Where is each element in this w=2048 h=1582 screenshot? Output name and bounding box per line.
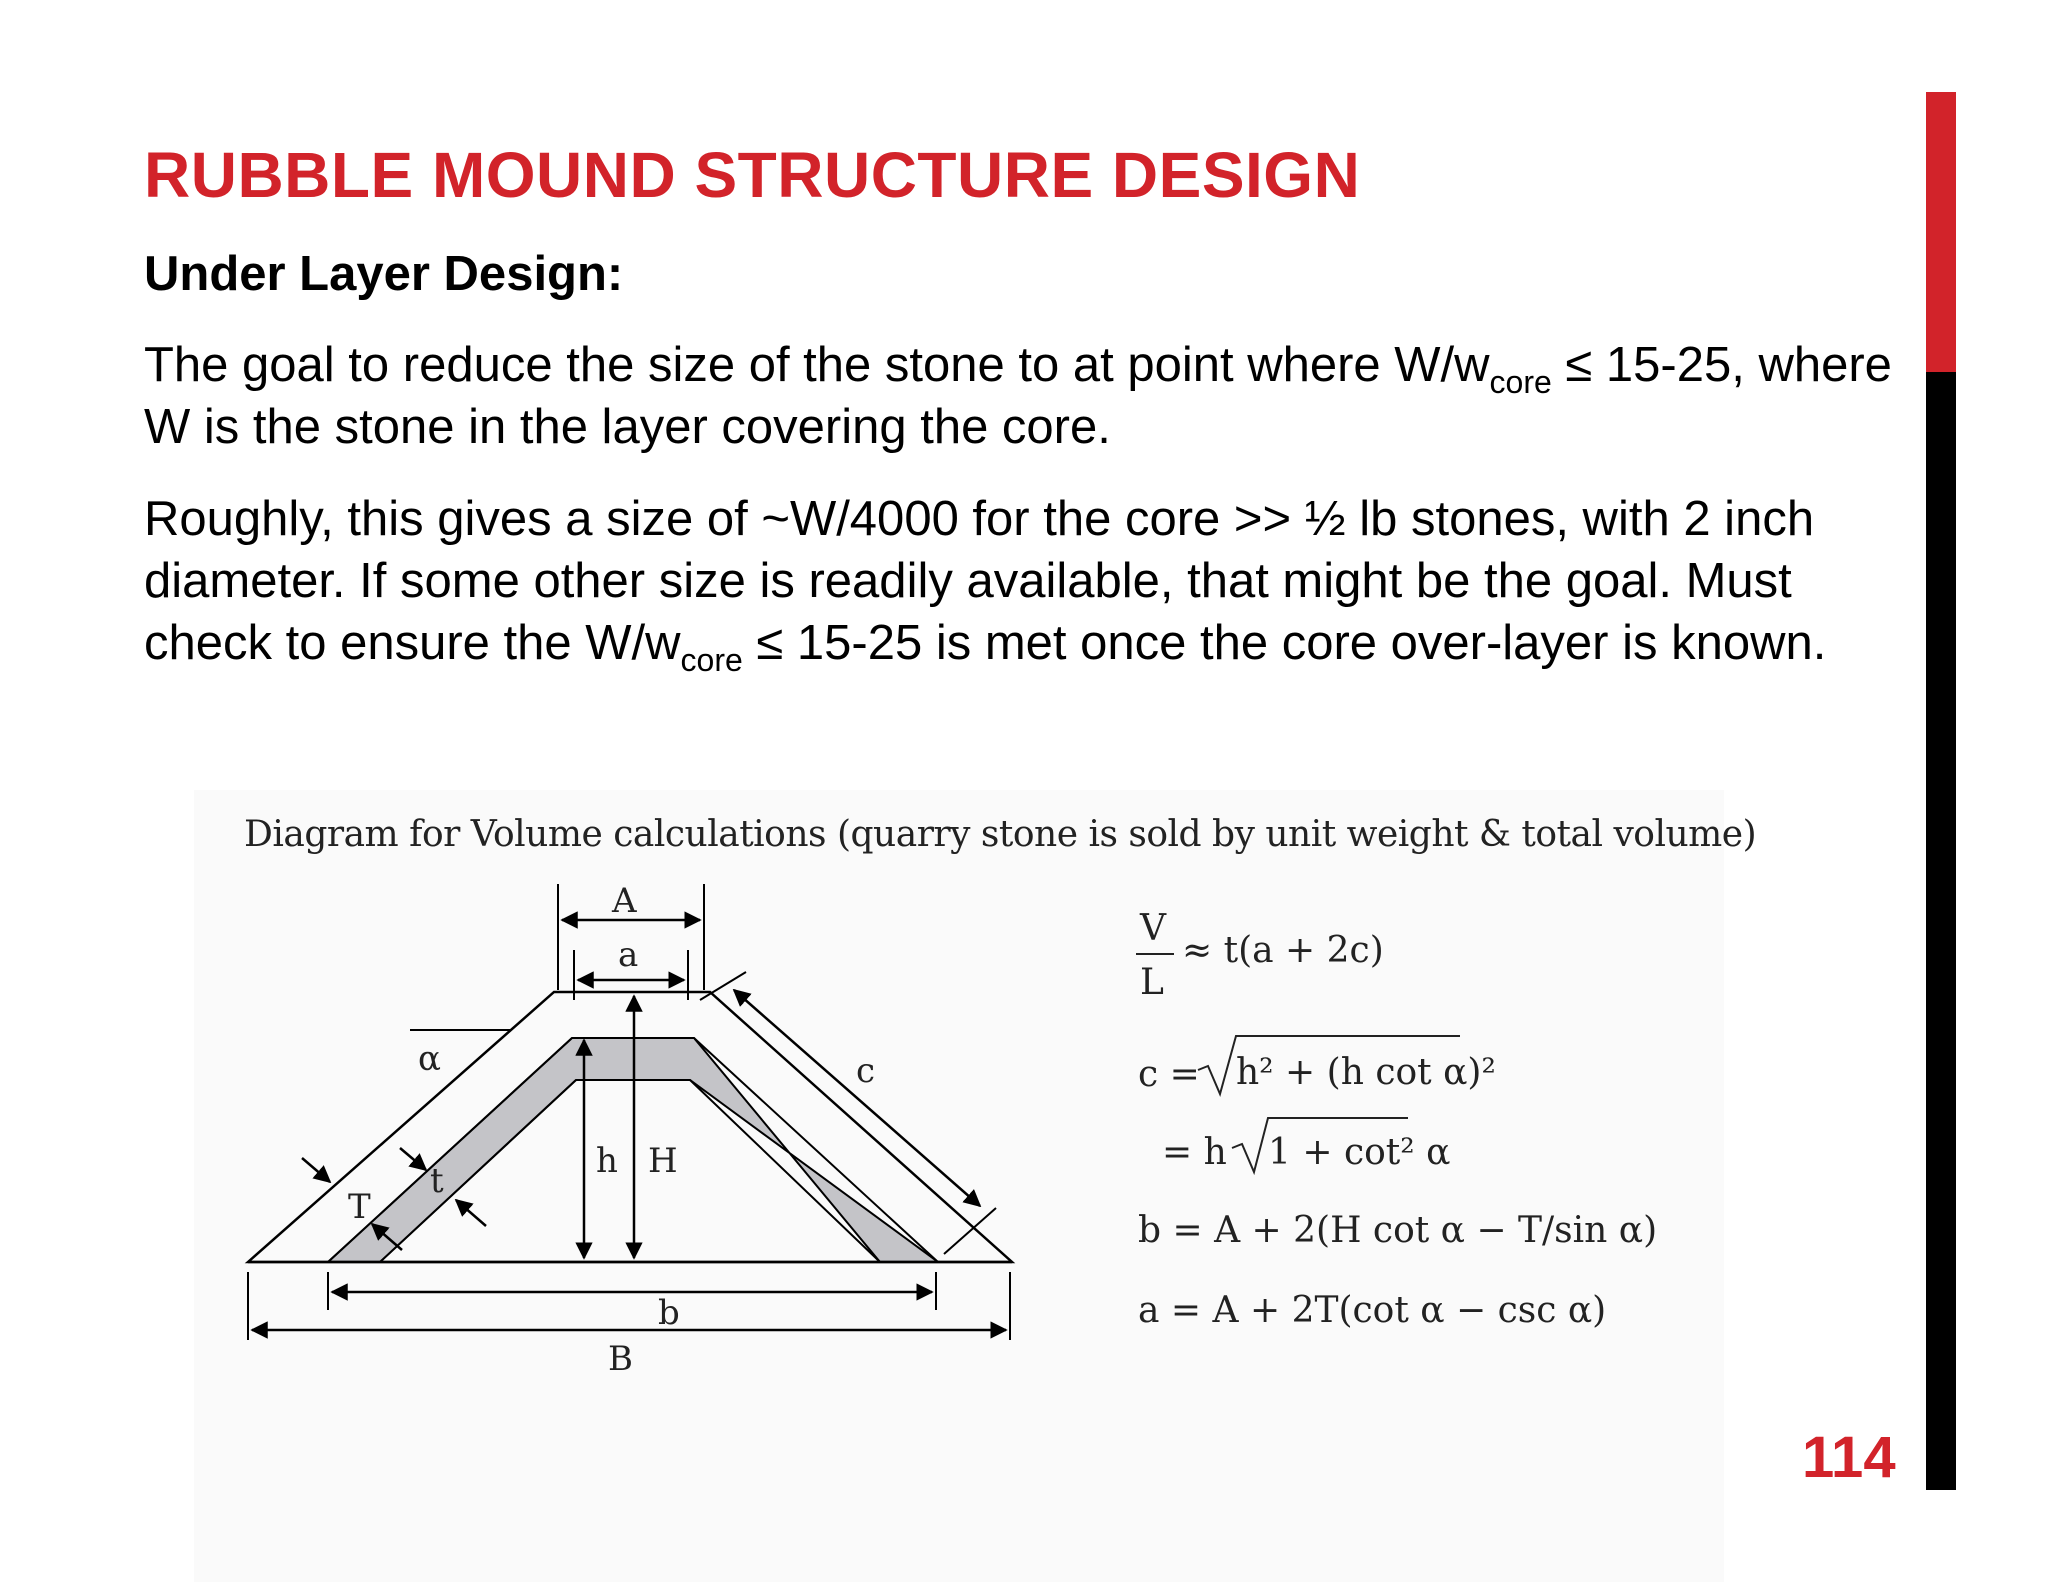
paragraph-goal-text-b: ≤ 15-25, where W is the stone in the layer covering the core.	[144, 338, 1892, 454]
c-dimension-arrow	[734, 990, 980, 1206]
paragraph-core-size-text-b: ≤ 15-25 is met once the core over-layer is known.	[742, 616, 1827, 670]
paragraph-goal-subscript: core	[1489, 364, 1552, 400]
eq5: a = A + 2T(cot α − csc α)	[1138, 1290, 1607, 1331]
page-number: 114	[1802, 1425, 1896, 1490]
eq3-radicand: 1 + cot² α	[1268, 1132, 1451, 1173]
label-T: T	[348, 1187, 371, 1227]
t-arrow-outer	[400, 1148, 426, 1170]
figure-caption: Diagram for Volume calculations (quarry stone is sold by unit weight & total volume)	[244, 814, 1757, 855]
c-tick-bottom	[944, 1208, 996, 1254]
paragraph-goal-text-a: The goal to reduce the size of the stone to at point where W/w	[144, 338, 1490, 392]
eq1-rhs: ≈ t(a + 2c)	[1182, 930, 1384, 971]
label-alpha: α	[418, 1039, 441, 1079]
label-c: c	[856, 1051, 876, 1091]
label-t: t	[430, 1161, 444, 1201]
eq4: b = A + 2(H cot α − T/sin α)	[1138, 1210, 1658, 1251]
eq2-radicand: h² + (h cot α)²	[1236, 1052, 1496, 1093]
label-A: A	[612, 881, 637, 921]
label-b: b	[658, 1293, 680, 1333]
eq2-lhs: c =	[1138, 1054, 1200, 1095]
t-arrow-inner	[456, 1200, 486, 1226]
label-a: a	[618, 935, 639, 975]
paragraph-core-size-text-a: Roughly, this gives a size of ~W/4000 for the core >> ½ lb stones, with 2 inch diameter. If some other size is readily available, that might be the goal. Must check to ensure the W/w	[144, 492, 1815, 670]
paragraph-core-size-subscript: core	[680, 642, 743, 678]
eq1-denominator: L	[1140, 962, 1164, 1003]
T-arrow-outer	[302, 1158, 330, 1182]
slide-title: RUBBLE MOUND STRUCTURE DESIGN	[144, 139, 1361, 211]
label-h: h	[596, 1141, 618, 1181]
section-heading: Under Layer Design:	[144, 247, 624, 301]
label-H: H	[648, 1141, 678, 1181]
eq3-lhs: = h	[1162, 1132, 1227, 1173]
label-B: B	[608, 1339, 633, 1379]
eq1-numerator: V	[1140, 908, 1166, 949]
